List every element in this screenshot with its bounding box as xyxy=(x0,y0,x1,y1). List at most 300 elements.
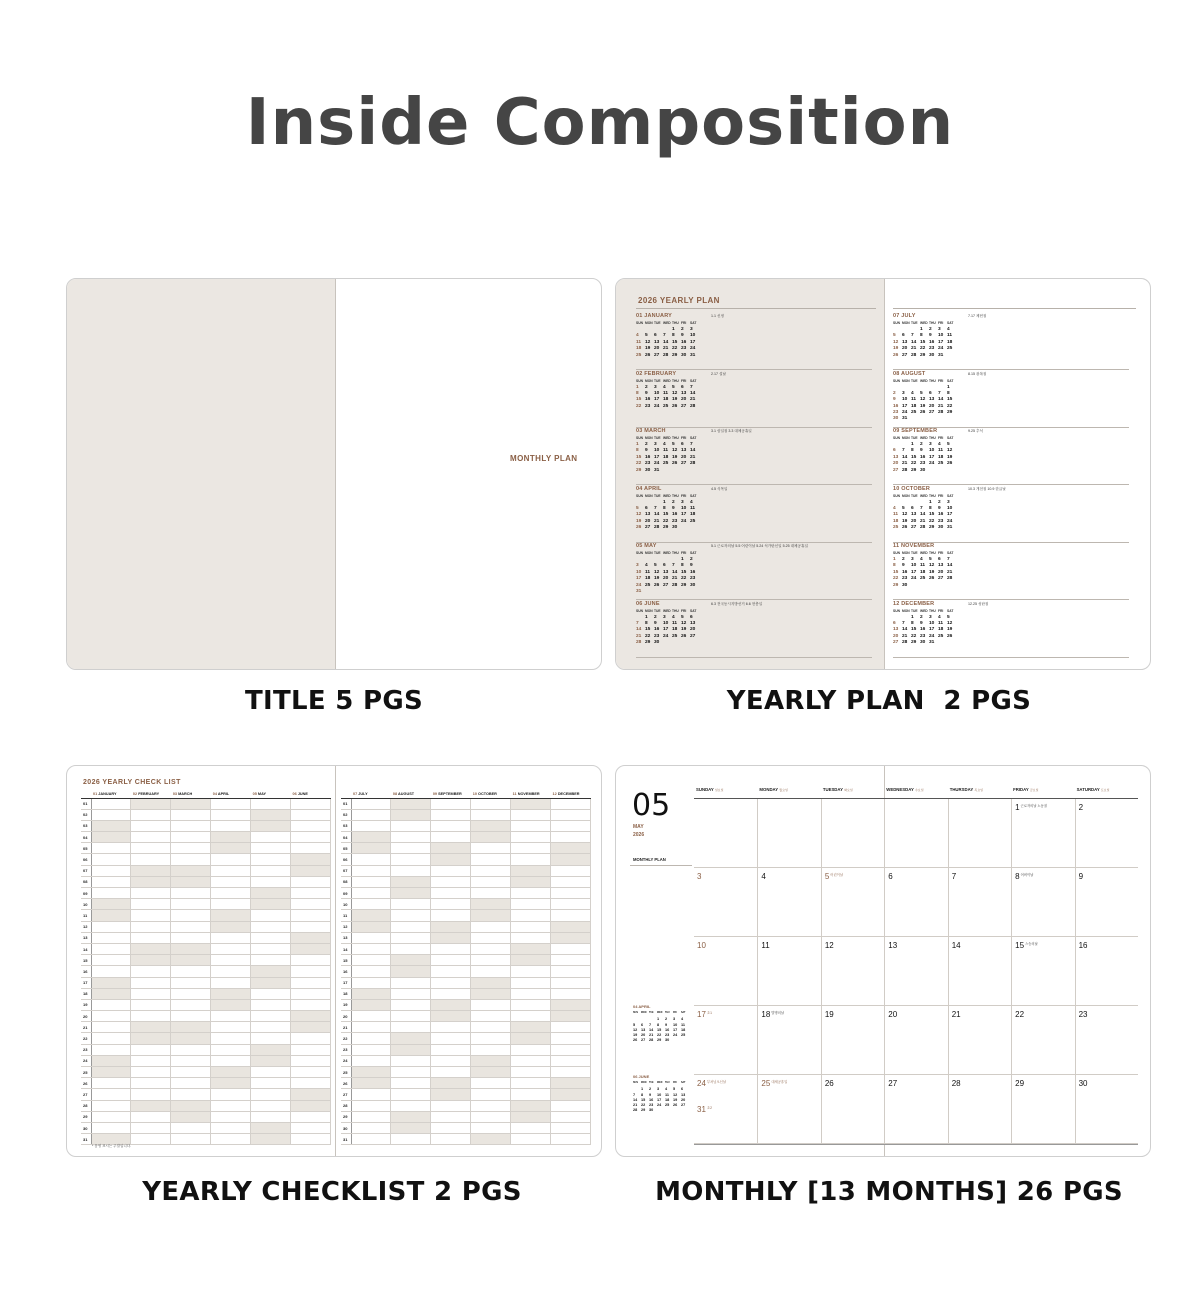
day-number: 5 xyxy=(929,557,932,562)
row-number: 10 xyxy=(341,899,351,910)
month-block xyxy=(893,543,1129,600)
row-number: 26 xyxy=(341,1078,351,1089)
weekday-en: SUNDAY xyxy=(696,787,715,792)
check-cell xyxy=(211,843,251,854)
check-cell xyxy=(431,876,471,887)
check-cell xyxy=(431,888,471,899)
day-number: 19 xyxy=(681,627,687,633)
day-number: 26 xyxy=(893,352,899,358)
check-cell xyxy=(171,1134,211,1145)
day-number: 9 xyxy=(645,448,648,454)
day-number: 23 xyxy=(645,461,651,467)
weekday-label: TUE xyxy=(649,1012,654,1014)
day-number: 7 xyxy=(902,448,905,454)
check-cell xyxy=(251,977,291,988)
day-number: 16 xyxy=(665,1027,670,1032)
row-number: 06 xyxy=(341,854,351,865)
mini-day-grid xyxy=(633,1012,689,1044)
day-number: 31 xyxy=(697,1105,706,1114)
checklist-table-left xyxy=(81,791,331,1145)
day-cell xyxy=(757,1075,820,1144)
check-cell xyxy=(291,921,331,932)
day-number: 6 xyxy=(645,505,648,511)
check-cell xyxy=(131,943,171,954)
day-number: 4 xyxy=(938,442,941,447)
check-cell xyxy=(431,1067,471,1078)
check-cell xyxy=(91,1122,131,1133)
check-cell xyxy=(431,820,471,831)
check-cell xyxy=(211,888,251,899)
day-number: 1 xyxy=(645,614,648,620)
day-number: 13 xyxy=(938,563,944,569)
month-name: 07 JULY xyxy=(893,313,916,319)
check-cell xyxy=(511,943,551,954)
check-cell xyxy=(291,899,331,910)
check-cell xyxy=(511,899,551,910)
day-number: 2 xyxy=(649,1087,652,1092)
day-number: 5 xyxy=(893,333,896,339)
day-number: 23 xyxy=(1078,1010,1088,1019)
check-cell xyxy=(91,921,131,932)
row-number: 07 xyxy=(341,865,351,876)
row-number: 01 xyxy=(81,798,91,809)
day-number: 1 xyxy=(911,614,914,620)
holiday-note: 1.1 신정 xyxy=(711,314,724,318)
check-cell xyxy=(471,843,511,854)
day-number: 25 xyxy=(920,576,926,582)
day-number: 13 xyxy=(893,627,899,633)
day-number: 15 xyxy=(929,512,935,518)
check-cell xyxy=(351,820,391,831)
weekday-label: WED xyxy=(663,493,671,498)
day-number: 3 xyxy=(902,390,905,396)
day-number: 28 xyxy=(938,410,944,416)
check-cell xyxy=(471,809,511,820)
day-note: 발명의날 xyxy=(771,1011,785,1015)
weekday-label: TUE xyxy=(654,551,661,555)
check-cell xyxy=(391,955,431,966)
day-number: 13 xyxy=(893,454,899,460)
day-number: 3 xyxy=(681,499,684,505)
day-number: 21 xyxy=(690,397,696,403)
day-number: 6 xyxy=(929,390,932,396)
day-number: 22 xyxy=(663,518,669,524)
check-cell xyxy=(511,1044,551,1055)
day-number: 20 xyxy=(929,403,935,409)
weekday-label: SAT xyxy=(690,321,697,325)
day-number: 15 xyxy=(893,569,899,575)
day-number: 27 xyxy=(938,576,944,582)
day-number: 18 xyxy=(636,346,642,352)
check-cell xyxy=(551,1134,591,1145)
check-cell xyxy=(431,1011,471,1022)
check-cell xyxy=(91,899,131,910)
row-number: 31 xyxy=(81,1134,91,1145)
day-cell xyxy=(884,1006,947,1075)
day-number: 9 xyxy=(665,1022,668,1027)
check-cell xyxy=(291,1111,331,1122)
check-cell xyxy=(351,1067,391,1078)
check-cell xyxy=(251,809,291,820)
day-cell xyxy=(821,1006,884,1075)
check-cell xyxy=(251,798,291,809)
day-number: 20 xyxy=(938,569,944,575)
check-cell xyxy=(291,854,331,865)
weekday-label: TUE xyxy=(911,436,918,440)
check-cell xyxy=(91,820,131,831)
day-number: 20 xyxy=(654,346,660,352)
day-number: 6 xyxy=(893,448,896,454)
check-cell xyxy=(291,943,331,954)
check-cell xyxy=(171,1011,211,1022)
day-number: 29 xyxy=(1015,1079,1025,1088)
day-number: 27 xyxy=(645,525,651,531)
day-number: 23 xyxy=(920,633,926,639)
weekday-row xyxy=(636,436,699,440)
day-number: 1 xyxy=(636,384,639,390)
check-cell xyxy=(431,809,471,820)
row-number: 20 xyxy=(341,1011,351,1022)
day-number: 28 xyxy=(672,582,678,588)
check-cell xyxy=(291,1044,331,1055)
day-number: 16 xyxy=(654,627,660,633)
check-cell xyxy=(91,843,131,854)
check-cell xyxy=(391,888,431,899)
day-number: 23 xyxy=(902,576,908,582)
check-cell xyxy=(251,943,291,954)
check-cell xyxy=(251,1055,291,1066)
title-spread-label: MONTHLY PLAN xyxy=(510,454,578,463)
check-cell xyxy=(251,843,291,854)
day-number: 8 xyxy=(663,505,666,511)
day-number: 8 xyxy=(947,390,950,396)
check-cell xyxy=(391,1111,431,1122)
day-number: 23 xyxy=(690,576,696,582)
day-number: 5 xyxy=(645,333,648,339)
day-number: 18 xyxy=(938,627,944,633)
day-number: 16 xyxy=(938,512,944,518)
check-cell xyxy=(291,1078,331,1089)
day-number: 26 xyxy=(672,461,678,467)
day-number: 3 xyxy=(654,442,657,447)
caption-yearly-plan: YEARLY PLAN 2 PGS xyxy=(726,686,1032,716)
check-cell xyxy=(211,1122,251,1133)
weekday-label: SUN xyxy=(633,1012,638,1014)
day-number: 2 xyxy=(929,327,932,332)
check-cell xyxy=(211,1011,251,1022)
check-cell xyxy=(171,1122,211,1133)
day-number: 4 xyxy=(938,614,941,620)
day-number: 7 xyxy=(690,384,693,390)
check-cell xyxy=(251,1078,291,1089)
day-number: 5 xyxy=(947,442,950,447)
day-number: 8 xyxy=(1015,872,1020,881)
check-cell xyxy=(351,999,391,1010)
month-name: 03 MARCH xyxy=(636,428,666,434)
day-number: 10 xyxy=(654,390,660,396)
day-number: 8 xyxy=(911,620,914,626)
month-column-header xyxy=(171,791,211,798)
check-cell xyxy=(511,1067,551,1078)
weekday-label: THU xyxy=(929,608,936,613)
day-number: 25 xyxy=(690,518,696,524)
day-number: 23 xyxy=(645,403,651,409)
check-cell xyxy=(511,1011,551,1022)
month-name: JANUARY xyxy=(98,792,117,797)
day-number: 9 xyxy=(681,333,684,339)
day-number: 23 xyxy=(893,410,899,416)
check-cell xyxy=(431,1122,471,1133)
check-cell xyxy=(551,809,591,820)
weekday-label: THU xyxy=(672,378,679,383)
day-number: 2 xyxy=(645,442,648,447)
day-number: 16 xyxy=(681,339,687,345)
day-number: 27 xyxy=(911,525,917,531)
check-cell xyxy=(431,977,471,988)
day-cell xyxy=(1011,937,1074,1006)
check-cell xyxy=(431,955,471,966)
check-cell xyxy=(551,1089,591,1100)
check-cell xyxy=(171,910,211,921)
weekday-label: SUN xyxy=(636,551,643,555)
check-cell xyxy=(211,1055,251,1066)
day-number: 10 xyxy=(681,505,687,511)
month-block xyxy=(893,486,1129,543)
weekday-label: SUN xyxy=(893,551,900,555)
check-cell xyxy=(391,843,431,854)
heading-rule xyxy=(893,308,1136,309)
day-number: 18 xyxy=(663,454,669,460)
weekday-header xyxy=(694,784,757,798)
day-number: 3 xyxy=(911,557,914,562)
weekday-label: SAT xyxy=(947,378,954,383)
check-cell xyxy=(291,888,331,899)
check-cell xyxy=(551,977,591,988)
check-cell xyxy=(431,1134,471,1145)
check-cell xyxy=(391,988,431,999)
day-number: 13 xyxy=(681,448,687,454)
day-number: 30 xyxy=(649,1108,654,1113)
weekday-header xyxy=(821,784,884,798)
month-number: 05 xyxy=(632,788,671,823)
check-cell xyxy=(471,977,511,988)
day-number: 6 xyxy=(663,563,666,569)
day-number: 21 xyxy=(649,1033,654,1038)
weekday-row xyxy=(893,379,956,383)
check-cell xyxy=(291,910,331,921)
check-cell xyxy=(511,1078,551,1089)
day-number: 11 xyxy=(911,397,917,403)
check-cell xyxy=(551,832,591,843)
monthly-panel xyxy=(615,765,1151,1157)
day-number: 30 xyxy=(902,582,908,588)
row-number: 18 xyxy=(81,988,91,999)
weekday-label: FRI xyxy=(938,321,944,325)
check-cell xyxy=(251,966,291,977)
check-cell xyxy=(91,955,131,966)
check-cell xyxy=(551,955,591,966)
check-cell xyxy=(171,888,211,899)
day-number: 28 xyxy=(947,576,953,582)
check-cell xyxy=(511,1122,551,1133)
day-number: 1 xyxy=(663,499,666,505)
check-cell xyxy=(91,943,131,954)
day-number: 26 xyxy=(681,633,687,639)
check-cell xyxy=(511,865,551,876)
row-number: 29 xyxy=(341,1111,351,1122)
day-number: 11 xyxy=(645,569,651,575)
day-number: 7 xyxy=(663,333,666,339)
day-number: 16 xyxy=(690,569,696,575)
check-cell xyxy=(511,1111,551,1122)
day-number: 7 xyxy=(902,620,905,626)
day-cell xyxy=(821,937,884,1006)
day-number: 28 xyxy=(902,640,908,646)
month-block xyxy=(636,371,872,428)
month-name: 06 JUNE xyxy=(636,600,660,607)
day-grid xyxy=(636,327,699,359)
check-cell xyxy=(251,899,291,910)
day-number: 22 xyxy=(681,576,687,582)
day-number: 13 xyxy=(929,397,935,403)
check-cell xyxy=(131,910,171,921)
day-number: 10 xyxy=(673,1022,678,1027)
day-number: 21 xyxy=(636,633,642,639)
day-number: 17 xyxy=(657,1097,662,1102)
weekday-en: FRIDAY xyxy=(1013,787,1030,792)
day-number: 19 xyxy=(902,518,908,524)
day-cell xyxy=(694,937,757,1006)
day-number: 22 xyxy=(657,1033,662,1038)
day-number: 20 xyxy=(888,1010,898,1019)
check-cell xyxy=(211,899,251,910)
check-cell xyxy=(91,1011,131,1022)
day-number: 31 xyxy=(938,352,944,358)
day-grid xyxy=(893,442,956,474)
check-cell xyxy=(211,1100,251,1111)
day-number: 13 xyxy=(888,941,898,950)
day-number: 4 xyxy=(672,614,675,620)
weekday-label: WED xyxy=(663,608,671,613)
day-number: 31 xyxy=(947,525,953,531)
day-number: 7 xyxy=(911,333,914,339)
check-cell xyxy=(351,943,391,954)
day-number: 29 xyxy=(636,467,642,473)
day-number: 7 xyxy=(690,442,693,447)
weekday-label: MON xyxy=(902,551,910,555)
check-cell xyxy=(91,910,131,921)
day-number: 4 xyxy=(663,384,666,390)
row-number: 13 xyxy=(341,932,351,943)
check-cell xyxy=(431,1078,471,1089)
check-cell xyxy=(471,1100,511,1111)
row-number: 11 xyxy=(341,910,351,921)
check-cell xyxy=(511,854,551,865)
row-number: 13 xyxy=(81,932,91,943)
check-cell xyxy=(471,888,511,899)
check-cell xyxy=(171,999,211,1010)
check-cell xyxy=(431,943,471,954)
row-number: 23 xyxy=(341,1044,351,1055)
day-number: 19 xyxy=(893,346,899,352)
day-number: 6 xyxy=(938,557,941,562)
day-number: 1 xyxy=(657,1017,660,1022)
check-cell xyxy=(91,1055,131,1066)
day-number: 15 xyxy=(641,1097,646,1102)
check-cell xyxy=(471,999,511,1010)
day-number: 27 xyxy=(690,633,696,639)
day-number: 27 xyxy=(641,1038,646,1043)
month-block xyxy=(893,428,1129,485)
check-cell xyxy=(391,1055,431,1066)
day-cell xyxy=(884,799,947,868)
check-cell xyxy=(471,966,511,977)
check-cell xyxy=(391,1089,431,1100)
check-cell xyxy=(551,1044,591,1055)
month-number: 01 xyxy=(93,792,99,797)
month-name: MAY xyxy=(257,792,266,797)
day-number: 30 xyxy=(938,525,944,531)
day-cell xyxy=(694,799,757,868)
day-number: 25 xyxy=(663,403,669,409)
check-cell xyxy=(91,1089,131,1100)
day-number: 30 xyxy=(1078,1079,1088,1088)
day-number: 5 xyxy=(673,1087,676,1092)
check-cell xyxy=(211,1089,251,1100)
check-cell xyxy=(511,1134,551,1145)
month-column-header xyxy=(251,791,291,798)
day-number: 24 xyxy=(697,1079,706,1088)
weekday-label: THU xyxy=(672,436,679,440)
checklist-footnote: * 음영 표시는 주말입니다. xyxy=(92,1144,132,1148)
day-number: 29 xyxy=(645,640,651,646)
check-cell xyxy=(211,832,251,843)
day-number: 13 xyxy=(681,1092,686,1097)
day-number: 21 xyxy=(911,346,917,352)
check-cell xyxy=(171,854,211,865)
day-number: 4 xyxy=(911,390,914,396)
day-number: 4 xyxy=(947,327,950,332)
check-cell xyxy=(131,876,171,887)
check-cell xyxy=(551,943,591,954)
weekday-ko: 수요일 xyxy=(914,788,924,792)
check-cell xyxy=(251,888,291,899)
weekday-label: THU xyxy=(672,493,679,498)
weekday-label: FRI xyxy=(681,608,687,613)
day-number: 2 xyxy=(681,327,684,332)
check-cell xyxy=(351,1033,391,1044)
weekday-ko: 목요일 xyxy=(974,788,983,792)
day-cell xyxy=(948,868,1011,937)
check-cell xyxy=(391,865,431,876)
day-number: 18 xyxy=(938,454,944,460)
check-cell xyxy=(471,798,511,809)
weekday-label: SAT xyxy=(681,1012,686,1014)
day-number: 19 xyxy=(672,454,678,460)
check-cell xyxy=(291,932,331,943)
check-cell xyxy=(351,865,391,876)
day-number: 10 xyxy=(697,941,706,950)
day-number: 30 xyxy=(665,1038,670,1043)
check-cell xyxy=(391,1122,431,1133)
check-cell xyxy=(131,1122,171,1133)
day-number: 19 xyxy=(672,397,678,403)
day-number: 19 xyxy=(947,627,953,633)
holiday-note: 9.25 추석 xyxy=(968,429,983,433)
spine xyxy=(335,279,336,669)
month-name: OCTOBER xyxy=(478,792,497,797)
month-name: MARCH xyxy=(178,792,193,797)
